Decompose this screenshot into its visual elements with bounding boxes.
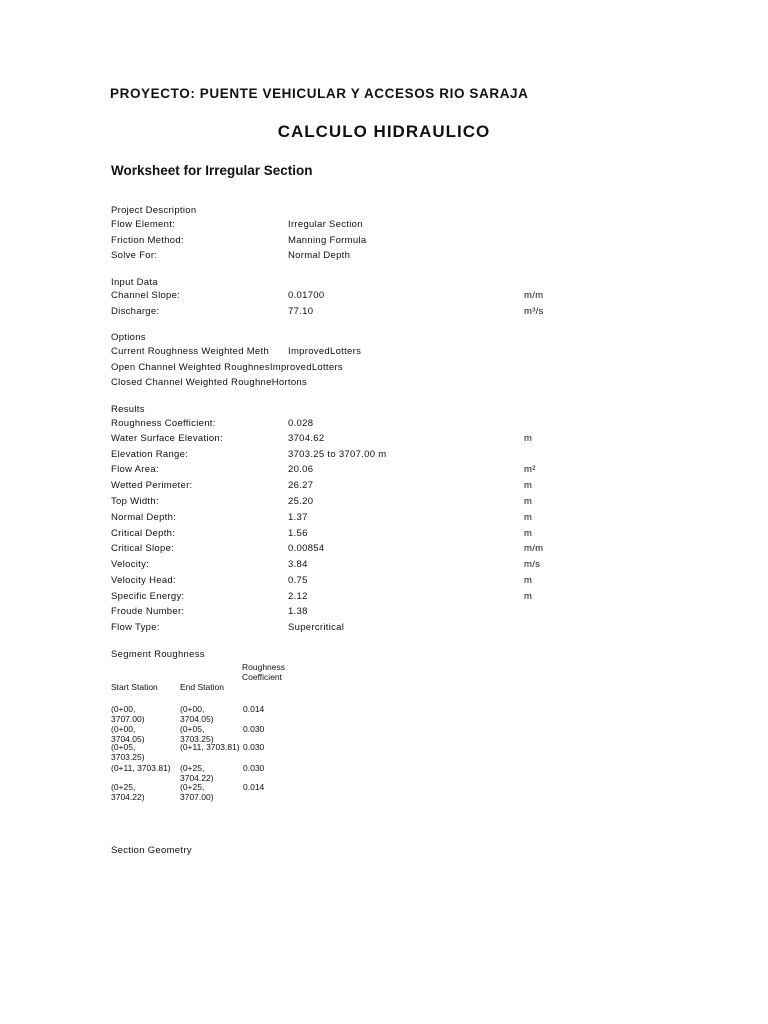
- result-value: 3704.62: [288, 433, 325, 444]
- segment-roughness-coefficient: 0.030: [243, 742, 265, 752]
- result-value: 20.06: [288, 464, 314, 475]
- section-geometry-heading: Section Geometry: [111, 845, 192, 856]
- result-value: 2.12: [288, 591, 308, 602]
- solve-for-label: Solve For:: [111, 250, 158, 261]
- project-description-heading: Project Description: [111, 205, 197, 216]
- project-title: PROYECTO: PUENTE VEHICULAR Y ACCESOS RIO SARAJA: [110, 86, 529, 101]
- flow-element-label: Flow Element:: [111, 219, 176, 230]
- discharge-label: Discharge:: [111, 306, 160, 317]
- column-header-start-station: Start Station: [111, 682, 158, 692]
- result-unit: m: [524, 512, 533, 523]
- segment-roughness-coefficient: 0.014: [243, 782, 265, 792]
- result-unit: m: [524, 528, 533, 539]
- result-unit: m/s: [524, 559, 541, 570]
- result-label: Froude Number:: [111, 606, 185, 617]
- segment-roughness-heading: Segment Roughness: [111, 649, 205, 660]
- result-label: Velocity:: [111, 559, 150, 570]
- worksheet-heading: Worksheet for Irregular Section: [111, 163, 313, 178]
- channel-slope-unit: m/m: [524, 290, 544, 301]
- column-header-end-station: End Station: [180, 682, 224, 692]
- result-value: 0.028: [288, 418, 314, 429]
- result-label: Flow Type:: [111, 622, 160, 633]
- page-title: [0, 122, 768, 142]
- options-heading: Options: [111, 332, 146, 343]
- result-unit: m²: [524, 464, 536, 475]
- segment-start-station: (0+11, 3703.81): [111, 763, 171, 773]
- channel-slope-label: Channel Slope:: [111, 290, 181, 301]
- discharge-unit: m³/s: [524, 306, 544, 317]
- result-label: Wetted Perimeter:: [111, 480, 193, 491]
- result-label: Velocity Head:: [111, 575, 176, 586]
- input-data-heading: Input Data: [111, 277, 158, 288]
- result-label: Specific Energy:: [111, 591, 185, 602]
- result-label: Critical Slope:: [111, 543, 175, 554]
- result-unit: m/m: [524, 543, 544, 554]
- segment-roughness-coefficient: 0.014: [243, 704, 265, 714]
- current-roughness-label: Current Roughness Weighted Meth: [111, 346, 270, 357]
- flow-element-value: Irregular Section: [288, 219, 363, 230]
- result-label: Top Width:: [111, 496, 159, 507]
- result-value: 0.00854: [288, 543, 325, 554]
- result-unit: m: [524, 591, 533, 602]
- open-channel-roughness-label: Open Channel Weighted RoughnesImprovedLotters: [111, 362, 343, 373]
- segment-end-station: (0+00, 3704.05): [180, 704, 214, 724]
- friction-method-value: Manning Formula: [288, 235, 367, 246]
- segment-end-station: (0+25, 3704.22): [180, 763, 214, 783]
- segment-end-station: (0+11, 3703.81): [180, 742, 240, 752]
- result-label: Water Surface Elevation:: [111, 433, 223, 444]
- segment-start-station: (0+00, 3707.00): [111, 704, 145, 724]
- result-value: 1.56: [288, 528, 308, 539]
- result-unit: m: [524, 480, 533, 491]
- result-value: 1.38: [288, 606, 308, 617]
- result-value: 3703.25 to 3707.00 m: [288, 449, 387, 460]
- result-unit: m: [524, 433, 533, 444]
- segment-roughness-coefficient: 0.030: [243, 763, 265, 773]
- solve-for-value: Normal Depth: [288, 250, 351, 261]
- page-title-text: CALCULO HIDRAULICO: [277, 122, 491, 141]
- channel-slope-value: 0.01700: [288, 290, 325, 301]
- result-label: Critical Depth:: [111, 528, 176, 539]
- result-value: 26.27: [288, 480, 314, 491]
- closed-channel-roughness-label: Closed Channel Weighted RoughneHortons: [111, 377, 308, 388]
- segment-roughness-coefficient: 0.030: [243, 724, 265, 734]
- segment-end-station: (0+05, 3703.25): [180, 724, 214, 744]
- column-header-roughness: Roughness Coefficient: [242, 662, 286, 682]
- segment-start-station: (0+00, 3704.05): [111, 724, 145, 744]
- result-value: 0.75: [288, 575, 308, 586]
- segment-start-station: (0+05, 3703.25): [111, 742, 145, 762]
- discharge-value: 77.10: [288, 306, 314, 317]
- result-label: Flow Area:: [111, 464, 159, 475]
- friction-method-label: Friction Method:: [111, 235, 184, 246]
- result-value: 1.37: [288, 512, 308, 523]
- result-label: Elevation Range:: [111, 449, 189, 460]
- segment-end-station: (0+25, 3707.00): [180, 782, 214, 802]
- segment-start-station: (0+25, 3704.22): [111, 782, 145, 802]
- result-value: 25.20: [288, 496, 314, 507]
- current-roughness-value: ImprovedLotters: [288, 346, 362, 357]
- results-heading: Results: [111, 404, 145, 415]
- result-value: 3.84: [288, 559, 308, 570]
- result-unit: m: [524, 496, 533, 507]
- result-unit: m: [524, 575, 533, 586]
- result-value: Supercritical: [288, 622, 345, 633]
- result-label: Roughness Coefficient:: [111, 418, 216, 429]
- result-label: Normal Depth:: [111, 512, 177, 523]
